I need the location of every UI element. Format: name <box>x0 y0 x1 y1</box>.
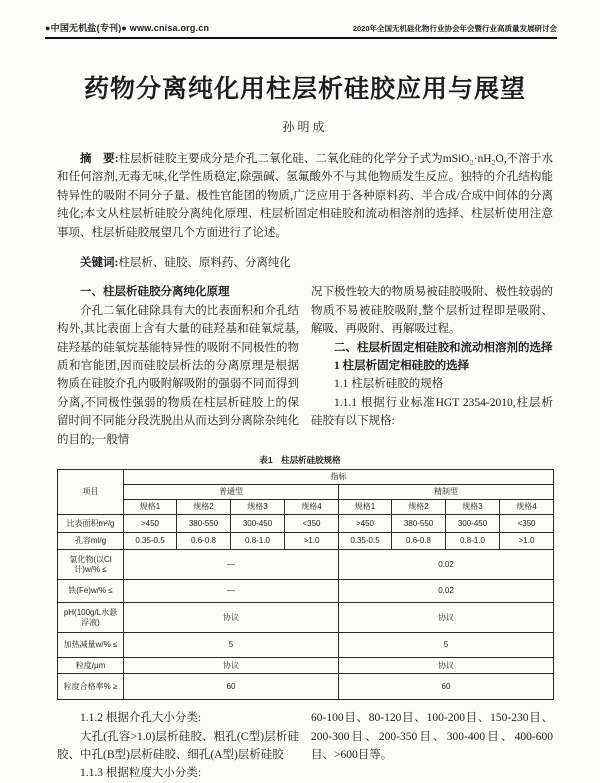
abstract-text: 柱层析硅胶主要成分是介孔二氧化硅、二氧化硅的化学分子式为mSiO₂·nH₂O,不溶于水和任何溶剂,无毒无味,化学性质稳定,除强碱、氢氟酸外不与其他物质发生反应。独特的介孔结构能特异性的吸附不同分子量、极性官能团的物质,广泛应用于各种原料药、半合成/合成中间体的分离纯化;本文从柱层析硅胶分离纯化原理、柱层析固定相硅胶和流动相溶剂的选择、柱层析使用注意事项、柱层析硅胶展望几个方面进行了论述。 <box>57 153 553 239</box>
row-label: 孔容ml/g <box>58 533 124 550</box>
cell-value: 协议 <box>124 658 339 674</box>
header-rule <box>45 37 557 39</box>
spec-header: 规格2 <box>392 500 446 515</box>
section-1-heading: 一、柱层析硅胶分离纯化原理 <box>80 286 230 299</box>
keywords <box>57 254 553 272</box>
subsection-1-1-2-heading: 1.1.2 根据介孔大小分类: <box>80 712 202 725</box>
cell-value: 0.8-1.0 <box>231 533 285 550</box>
indicator-header: 指标 <box>124 470 554 485</box>
cell-value: <350 <box>500 515 554 533</box>
cell-value: 0.35-0.5 <box>124 533 177 550</box>
row-label: 粒度合格率% ≥ <box>58 674 124 700</box>
row-label: 铁(Fe)w/% ≤ <box>58 580 124 603</box>
table-caption: 表1 柱层析硅胶规格 <box>259 455 341 466</box>
cell-value: 380-550 <box>392 515 446 533</box>
spec-header: 规格3 <box>231 500 285 515</box>
table-row <box>58 580 554 603</box>
cell-value: 协议 <box>339 603 554 633</box>
cell-value: 60 <box>339 674 554 700</box>
section-2-heading: 二、柱层析固定相硅胶和流动相溶剂的选择 <box>334 341 553 354</box>
cell-value: 60 <box>124 674 339 700</box>
cell-value: >1.0 <box>285 533 339 550</box>
spec-header: 规格1 <box>124 500 177 515</box>
cell-value: >1.0 <box>500 533 554 550</box>
cell-value: 380-550 <box>177 515 231 533</box>
table-row <box>58 674 554 700</box>
cell-value: 0.35-0.5 <box>339 533 392 550</box>
paper-page <box>0 21 600 780</box>
bottom-left-column <box>57 709 299 783</box>
row-label: 氯化物(以Cl计)w/% ≤ <box>58 550 124 580</box>
cell-value: 0.6-0.8 <box>177 533 231 550</box>
body-columns <box>57 283 553 449</box>
page-header <box>45 21 557 34</box>
subsection-1-heading: 1 柱层析固定相硅胶的选择 <box>334 360 470 373</box>
left-column <box>57 283 299 449</box>
table-row <box>58 633 554 658</box>
cell-value: 0.02 <box>339 580 554 603</box>
cell-value: — <box>124 580 339 603</box>
spec-header: 规格3 <box>446 500 500 515</box>
keywords-text: 柱层析、硅胶、原料药、分离纯化 <box>118 256 291 269</box>
spec-header: 规格4 <box>500 500 554 515</box>
row-label: 加热减量w/% ≤ <box>58 633 124 658</box>
bottom-columns <box>57 709 553 783</box>
row-label: 粒度/μm <box>58 658 124 674</box>
group-refined-header: 精制型 <box>339 485 554 500</box>
table-row <box>58 533 554 550</box>
subsection-1-1-2-paragraph: 大孔(孔容>1.0)层析硅胶、粗孔(C型)层析硅胶、中孔(B型)层析硅胶、细孔(A型)层析硅胶 <box>57 730 299 761</box>
row-label: pH(100g/L水悬浮液) <box>58 603 124 633</box>
table-row <box>58 603 554 633</box>
paper-title: 药物分离纯化用柱层析硅胶应用与展望 <box>83 76 526 103</box>
spec-header: 规格2 <box>177 500 231 515</box>
abstract <box>57 150 553 242</box>
subsection-1-1-heading: 1.1 柱层析硅胶的规格 <box>334 378 444 391</box>
cell-value: >450 <box>124 515 177 533</box>
cell-value: 300-450 <box>231 515 285 533</box>
keywords-label: 关键词: <box>80 256 119 269</box>
row-label: 比表面积m²/g <box>58 515 124 533</box>
mesh-size-list: 60-100目、80-120目、100-200目、150-230目、200-300目、200-350目、300-400目、400-600目、>600目等。 <box>311 712 553 761</box>
cell-value: 协议 <box>339 658 554 674</box>
cell-value: 0.6-0.8 <box>392 533 446 550</box>
right-column <box>311 283 553 449</box>
bottom-right-column <box>311 709 553 783</box>
abstract-label: 摘 要: <box>80 153 119 165</box>
cell-value: 300-450 <box>446 515 500 533</box>
subsection-1-1-3-heading: 1.1.3 根据粒度大小分类: <box>80 767 202 780</box>
conference-name: 2020年全国无机硅化物行业协会年会暨行业高质量发展研讨会 <box>352 24 557 33</box>
table-row <box>58 658 554 674</box>
section-1-continuation: 况下极性较大的物质易被硅胶吸附、极性较弱的物质不易被硅胶吸附,整个层析过程即是吸附、解吸、再吸附、再解吸过程。 <box>311 286 553 336</box>
cell-value: <350 <box>285 515 339 533</box>
group-ordinary-header: 普通型 <box>124 485 339 500</box>
cell-value: 5 <box>339 633 554 658</box>
cell-value: 0.02 <box>339 550 554 580</box>
paper-author: 孙明成 <box>282 120 328 134</box>
cell-value: 协议 <box>124 603 339 633</box>
cell-value: 0.8-1.0 <box>446 533 500 550</box>
table-row <box>58 515 554 533</box>
spec-header: 规格4 <box>285 500 339 515</box>
cell-value: — <box>124 550 339 580</box>
cell-value: >450 <box>339 515 392 533</box>
table-row <box>58 550 554 580</box>
silica-spec-table <box>57 469 554 700</box>
spec-header: 规格1 <box>339 500 392 515</box>
cell-value: 5 <box>124 633 339 658</box>
col-item-header: 项目 <box>58 470 124 515</box>
section-1-paragraph: 介孔二氧化硅除具有大的比表面积和介孔结构外,其比表面上含有大量的硅羟基和硅氧烷基,硅羟基的硅氧烷基能特异性的吸附不同极性的物质和官能团,因而硅胶层析法的分离原理是根据物质在硅胶介孔内吸附解吸附的强弱不同而得到分离,不同极性强弱的物质在柱层析硅胶上的保留时间不同能分段洗脱出从而达到分离除杂纯化的目的;一般情 <box>57 304 299 446</box>
journal-name: ●中国无机盐(专刊)● www.cnisa.org.cn <box>45 23 210 33</box>
subsection-1-1-1-paragraph: 1.1.1 根据行业标准HGT 2354-2010,柱层析硅胶有以下规格: <box>311 396 553 428</box>
